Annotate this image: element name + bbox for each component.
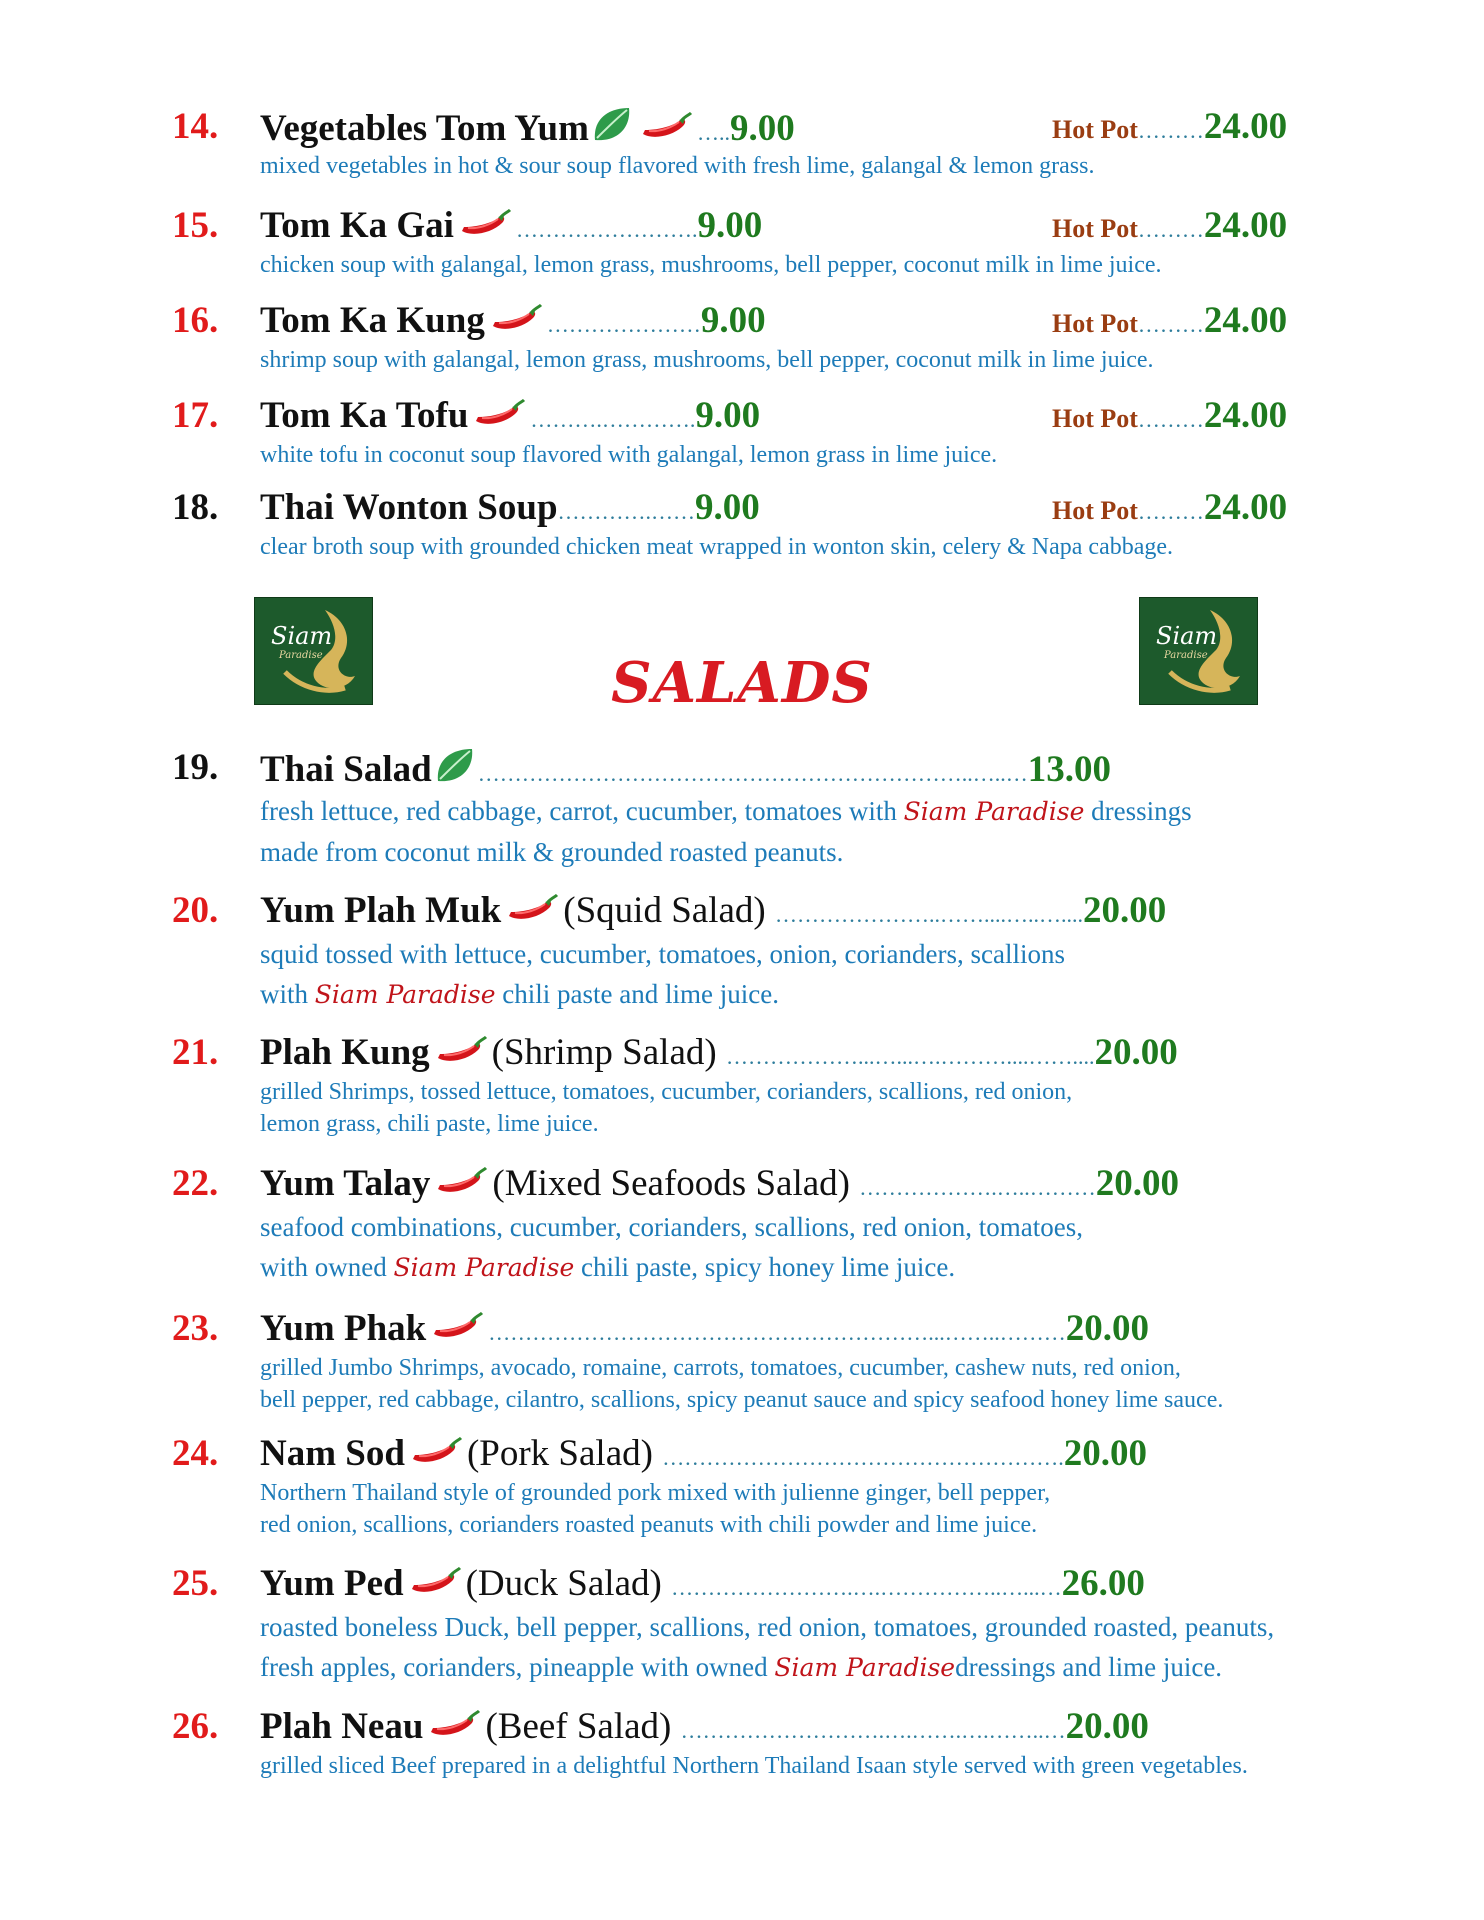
chili-pepper-icon: [409, 1437, 463, 1467]
item-number: 24.: [172, 1433, 219, 1474]
logo-subtext: Paradise: [279, 650, 323, 661]
item-price: 20.00: [1094, 1032, 1178, 1073]
item-title-line: [260, 203, 762, 253]
item-title-line: [260, 298, 766, 348]
chili-pepper-icon: [505, 894, 559, 924]
item-english-name: (Pork Salad): [466, 1433, 653, 1474]
item-number: 25.: [172, 1563, 219, 1604]
leader-dots: ………: [1137, 499, 1204, 524]
item-price: 20.00: [1065, 1706, 1149, 1747]
item-description-line: [260, 1076, 1430, 1108]
item-name: Plah Neau: [260, 1706, 424, 1747]
item-description-line: [260, 1647, 1430, 1688]
hot-pot-option: [1052, 298, 1287, 348]
item-description: mixed vegetables in hot & sour soup flavored with fresh lime, galangal & lemon grass.: [260, 153, 1095, 179]
menu-item-header: [172, 745, 1342, 791]
menu-item-header: [172, 203, 1342, 249]
item-description-line: [260, 1750, 1430, 1782]
item-description-line: [260, 791, 1430, 832]
chili-pepper-icon: [427, 1710, 481, 1740]
menu-item-header: [172, 1704, 1342, 1750]
item-title-line: [260, 745, 1111, 797]
description-text: fresh lettuce, red cabbage, carrot, cucumber, tomatoes with: [260, 796, 904, 826]
menu-item: [172, 745, 1342, 872]
chili-pepper-icon: [434, 1167, 488, 1197]
menu-item: [172, 298, 1342, 376]
description-text: red onion, scallions, corianders roasted peanuts with chili powder and lime juice.: [260, 1512, 1038, 1538]
item-english-name: (Squid Salad): [563, 890, 766, 931]
description-text: made from coconut milk & grounded roasted peanuts.: [260, 837, 844, 867]
menu-item-header: [172, 1561, 1342, 1607]
description-text: grilled Jumbo Shrimps, avocado, romaine, carrots, tomatoes, cucumber, cashew nuts, red onion,: [260, 1355, 1181, 1381]
description-text: chili paste, spicy honey lime juice.: [574, 1252, 956, 1282]
leader-dots: …..: [696, 120, 730, 145]
logo-subtext: Paradise: [1164, 650, 1208, 661]
item-number: 21.: [172, 1032, 219, 1073]
leader-dots: …………………: [546, 312, 701, 337]
item-description: clear broth soup with grounded chicken meat wrapped in wonton skin, celery & Napa cabbage.: [260, 534, 1174, 560]
hot-pot-price: 24.00: [1203, 205, 1288, 246]
item-description-line: [260, 1207, 1430, 1247]
item-name: Yum Ped: [260, 1563, 404, 1604]
hot-pot-label: Hot Pot: [1052, 496, 1138, 525]
menu-item: [172, 104, 1342, 182]
leader-dots: ………….……: [557, 499, 696, 524]
item-name: Plah Kung: [260, 1032, 430, 1073]
description-text: chili paste and lime juice.: [495, 979, 779, 1009]
leader-dots: ………: [1137, 217, 1204, 242]
leader-dots: ……………………………………………………...……..………: [488, 1320, 1066, 1345]
item-description-line: [260, 1352, 1430, 1384]
vegetarian-leaf-icon: [434, 745, 476, 785]
item-number: 15.: [172, 205, 219, 246]
chili-pepper-icon: [489, 304, 543, 334]
item-number: 23.: [172, 1308, 219, 1349]
menu-item-header: [172, 298, 1342, 344]
leader-dots: ………: [1137, 118, 1204, 143]
item-name: Tom Ka Tofu: [260, 395, 469, 436]
description-text: seafood combinations, cucumber, corianders, scallions, red onion, tomatoes,: [260, 1212, 1083, 1242]
logo-text: Siam: [1156, 622, 1218, 650]
hot-pot-label: Hot Pot: [1052, 309, 1138, 338]
menu-item: [172, 1306, 1342, 1416]
item-price: 9.00: [697, 205, 763, 246]
menu-item: [172, 1030, 1342, 1140]
menu-item-header: [172, 1306, 1342, 1352]
item-description: white tofu in coconut soup flavored with galangal, lemon grass in lime juice.: [260, 442, 998, 468]
section-title-salads: SALADS: [611, 650, 873, 716]
item-price: 9.00: [700, 300, 766, 341]
menu-item-header: [172, 393, 1342, 439]
item-description-line: [260, 1384, 1430, 1416]
hot-pot-price: 24.00: [1203, 487, 1288, 528]
hot-pot-label: Hot Pot: [1052, 404, 1138, 433]
item-price: 20.00: [1065, 1308, 1149, 1349]
item-title-line: [260, 1704, 1149, 1754]
item-name: Yum Plah Muk: [260, 890, 502, 931]
item-description-line: [260, 1509, 1430, 1541]
vegetarian-leaf-icon: [591, 104, 633, 144]
leader-dots: …………………….: [515, 217, 698, 242]
item-description-line: [260, 832, 1430, 872]
description-text: dressings and lime juice.: [955, 1652, 1223, 1682]
item-name: Yum Talay: [260, 1163, 431, 1204]
item-description-line: [260, 974, 1430, 1015]
leader-dots: ……………………………………………….: [662, 1445, 1064, 1470]
item-price: 26.00: [1061, 1563, 1145, 1604]
item-english-name: (Shrimp Salad): [491, 1032, 717, 1073]
description-text: bell pepper, red cabbage, cilantro, scallions, spicy peanut sauce and spicy seafood honey lime sauce.: [260, 1387, 1224, 1413]
item-price: 9.00: [695, 395, 761, 436]
item-name: Vegetables Tom Yum: [260, 108, 589, 149]
item-number: 16.: [172, 300, 219, 341]
chili-pepper-icon: [434, 1036, 488, 1066]
item-name: Nam Sod: [260, 1433, 405, 1474]
hot-pot-price: 24.00: [1203, 106, 1288, 147]
item-english-name: (Duck Salad): [465, 1563, 662, 1604]
item-description-line: [260, 1477, 1430, 1509]
item-name: Tom Ka Kung: [260, 300, 485, 341]
item-name: Yum Phak: [260, 1308, 427, 1349]
item-number: 20.: [172, 890, 219, 931]
item-title-line: [260, 1431, 1147, 1481]
item-english-name: (Mixed Seafoods Salad): [492, 1163, 850, 1204]
item-price: 9.00: [695, 487, 760, 528]
leader-dots: ……….………….: [530, 407, 696, 432]
menu-item: [172, 393, 1342, 471]
description-text: with owned: [260, 1252, 394, 1282]
item-description: shrimp soup with galangal, lemon grass, mushrooms, bell pepper, coconut milk in lime juice.: [260, 347, 1154, 373]
chili-pepper-icon: [639, 112, 693, 142]
item-name: Thai Salad: [260, 749, 432, 790]
item-number: 22.: [172, 1163, 219, 1204]
menu-item: [172, 485, 1342, 563]
chili-pepper-icon: [472, 399, 526, 429]
menu-item: [172, 1561, 1342, 1688]
item-number: 14.: [172, 106, 219, 147]
item-description: chicken soup with galangal, lemon grass, mushrooms, bell pepper, coconut milk in lime juice.: [260, 252, 1162, 278]
chili-pepper-icon: [408, 1567, 462, 1597]
menu-item: [172, 203, 1342, 281]
menu-item-header: [172, 1030, 1342, 1076]
item-number: 26.: [172, 1706, 219, 1747]
leader-dots: ………………...…...….………....……....: [725, 1044, 1095, 1069]
leader-dots: ……………….…..………: [859, 1175, 1096, 1200]
item-title-line: [260, 1161, 1179, 1211]
menu-item: [172, 1704, 1342, 1782]
item-title-line: [260, 1030, 1178, 1080]
menu-item: [172, 1161, 1342, 1288]
hot-pot-option: [1052, 393, 1287, 443]
item-price: 20.00: [1063, 1433, 1147, 1474]
item-name: Thai Wonton Soup: [260, 487, 558, 528]
menu-item: [172, 888, 1342, 1015]
logo-text: Siam: [271, 622, 333, 650]
siam-paradise-signature: Siam Paradise: [774, 1653, 956, 1682]
description-text: Northern Thailand style of grounded pork mixed with julienne ginger, bell pepper,: [260, 1480, 1051, 1506]
item-description-line: [260, 1247, 1430, 1288]
hot-pot-option: [1052, 485, 1287, 535]
hot-pot-option: [1052, 104, 1287, 154]
item-price: 20.00: [1082, 890, 1167, 931]
description-text: squid tossed with lettuce, cucumber, tomatoes, onion, corianders, scallions: [260, 939, 1065, 969]
item-price: 20.00: [1095, 1163, 1179, 1204]
menu-item-header: [172, 104, 1342, 150]
menu-item-header: [172, 1161, 1342, 1207]
description-text: with: [260, 979, 315, 1009]
item-title-line: [260, 393, 760, 443]
leader-dots: ……………………….….…….….……..…: [680, 1718, 1066, 1743]
hot-pot-price: 24.00: [1203, 300, 1288, 341]
leader-dots: …………………..……....…..…....: [774, 902, 1083, 927]
hot-pot-price: 24.00: [1203, 395, 1288, 436]
siam-paradise-signature: Siam Paradise: [393, 1253, 575, 1282]
hot-pot-label: Hot Pot: [1052, 214, 1138, 243]
description-text: grilled sliced Beef prepared in a delightful Northern Thailand Isaan style served with green vegetables.: [260, 1753, 1248, 1779]
item-description-line: [260, 934, 1430, 974]
menu-item-header: [172, 1431, 1342, 1477]
item-name: Tom Ka Gai: [260, 205, 454, 246]
item-price: 9.00: [729, 108, 795, 149]
item-title-line: [260, 485, 760, 535]
siam-paradise-signature: Siam Paradise: [903, 797, 1085, 826]
item-title-line: [260, 888, 1166, 938]
description-text: dressings: [1084, 796, 1192, 826]
item-title-line: [260, 1561, 1145, 1611]
menu-item: [172, 1431, 1342, 1541]
item-number: 18.: [172, 487, 219, 528]
item-title-line: [260, 104, 795, 156]
item-number: 19.: [172, 747, 219, 788]
leader-dots: ………: [1137, 407, 1204, 432]
leader-dots: …………………………………………………………..…..…: [477, 761, 1028, 786]
item-price: 13.00: [1027, 749, 1111, 790]
hot-pot-option: [1052, 203, 1287, 253]
description-text: lemon grass, chili paste, lime juice.: [260, 1111, 599, 1137]
description-text: roasted boneless Duck, bell pepper, scallions, red onion, tomatoes, grounded roasted, peanuts,: [260, 1612, 1275, 1642]
leader-dots: ………: [1137, 312, 1204, 337]
siam-paradise-signature: Siam Paradise: [314, 980, 496, 1009]
chili-pepper-icon: [430, 1312, 484, 1342]
chili-pepper-icon: [458, 209, 512, 239]
item-description-line: [260, 1108, 1430, 1140]
description-text: fresh apples, corianders, pineapple with owned: [260, 1652, 775, 1682]
item-title-line: [260, 1306, 1149, 1356]
menu-item-header: [172, 888, 1342, 934]
hot-pot-label: Hot Pot: [1052, 115, 1138, 144]
item-number: 17.: [172, 395, 219, 436]
item-description-line: [260, 1607, 1430, 1647]
menu-item-header: [172, 485, 1342, 531]
leader-dots: …………………….….……………..…...…: [671, 1575, 1062, 1600]
description-text: grilled Shrimps, tossed lettuce, tomatoes, cucumber, corianders, scallions, red onion,: [260, 1079, 1073, 1105]
item-english-name: (Beef Salad): [485, 1706, 672, 1747]
